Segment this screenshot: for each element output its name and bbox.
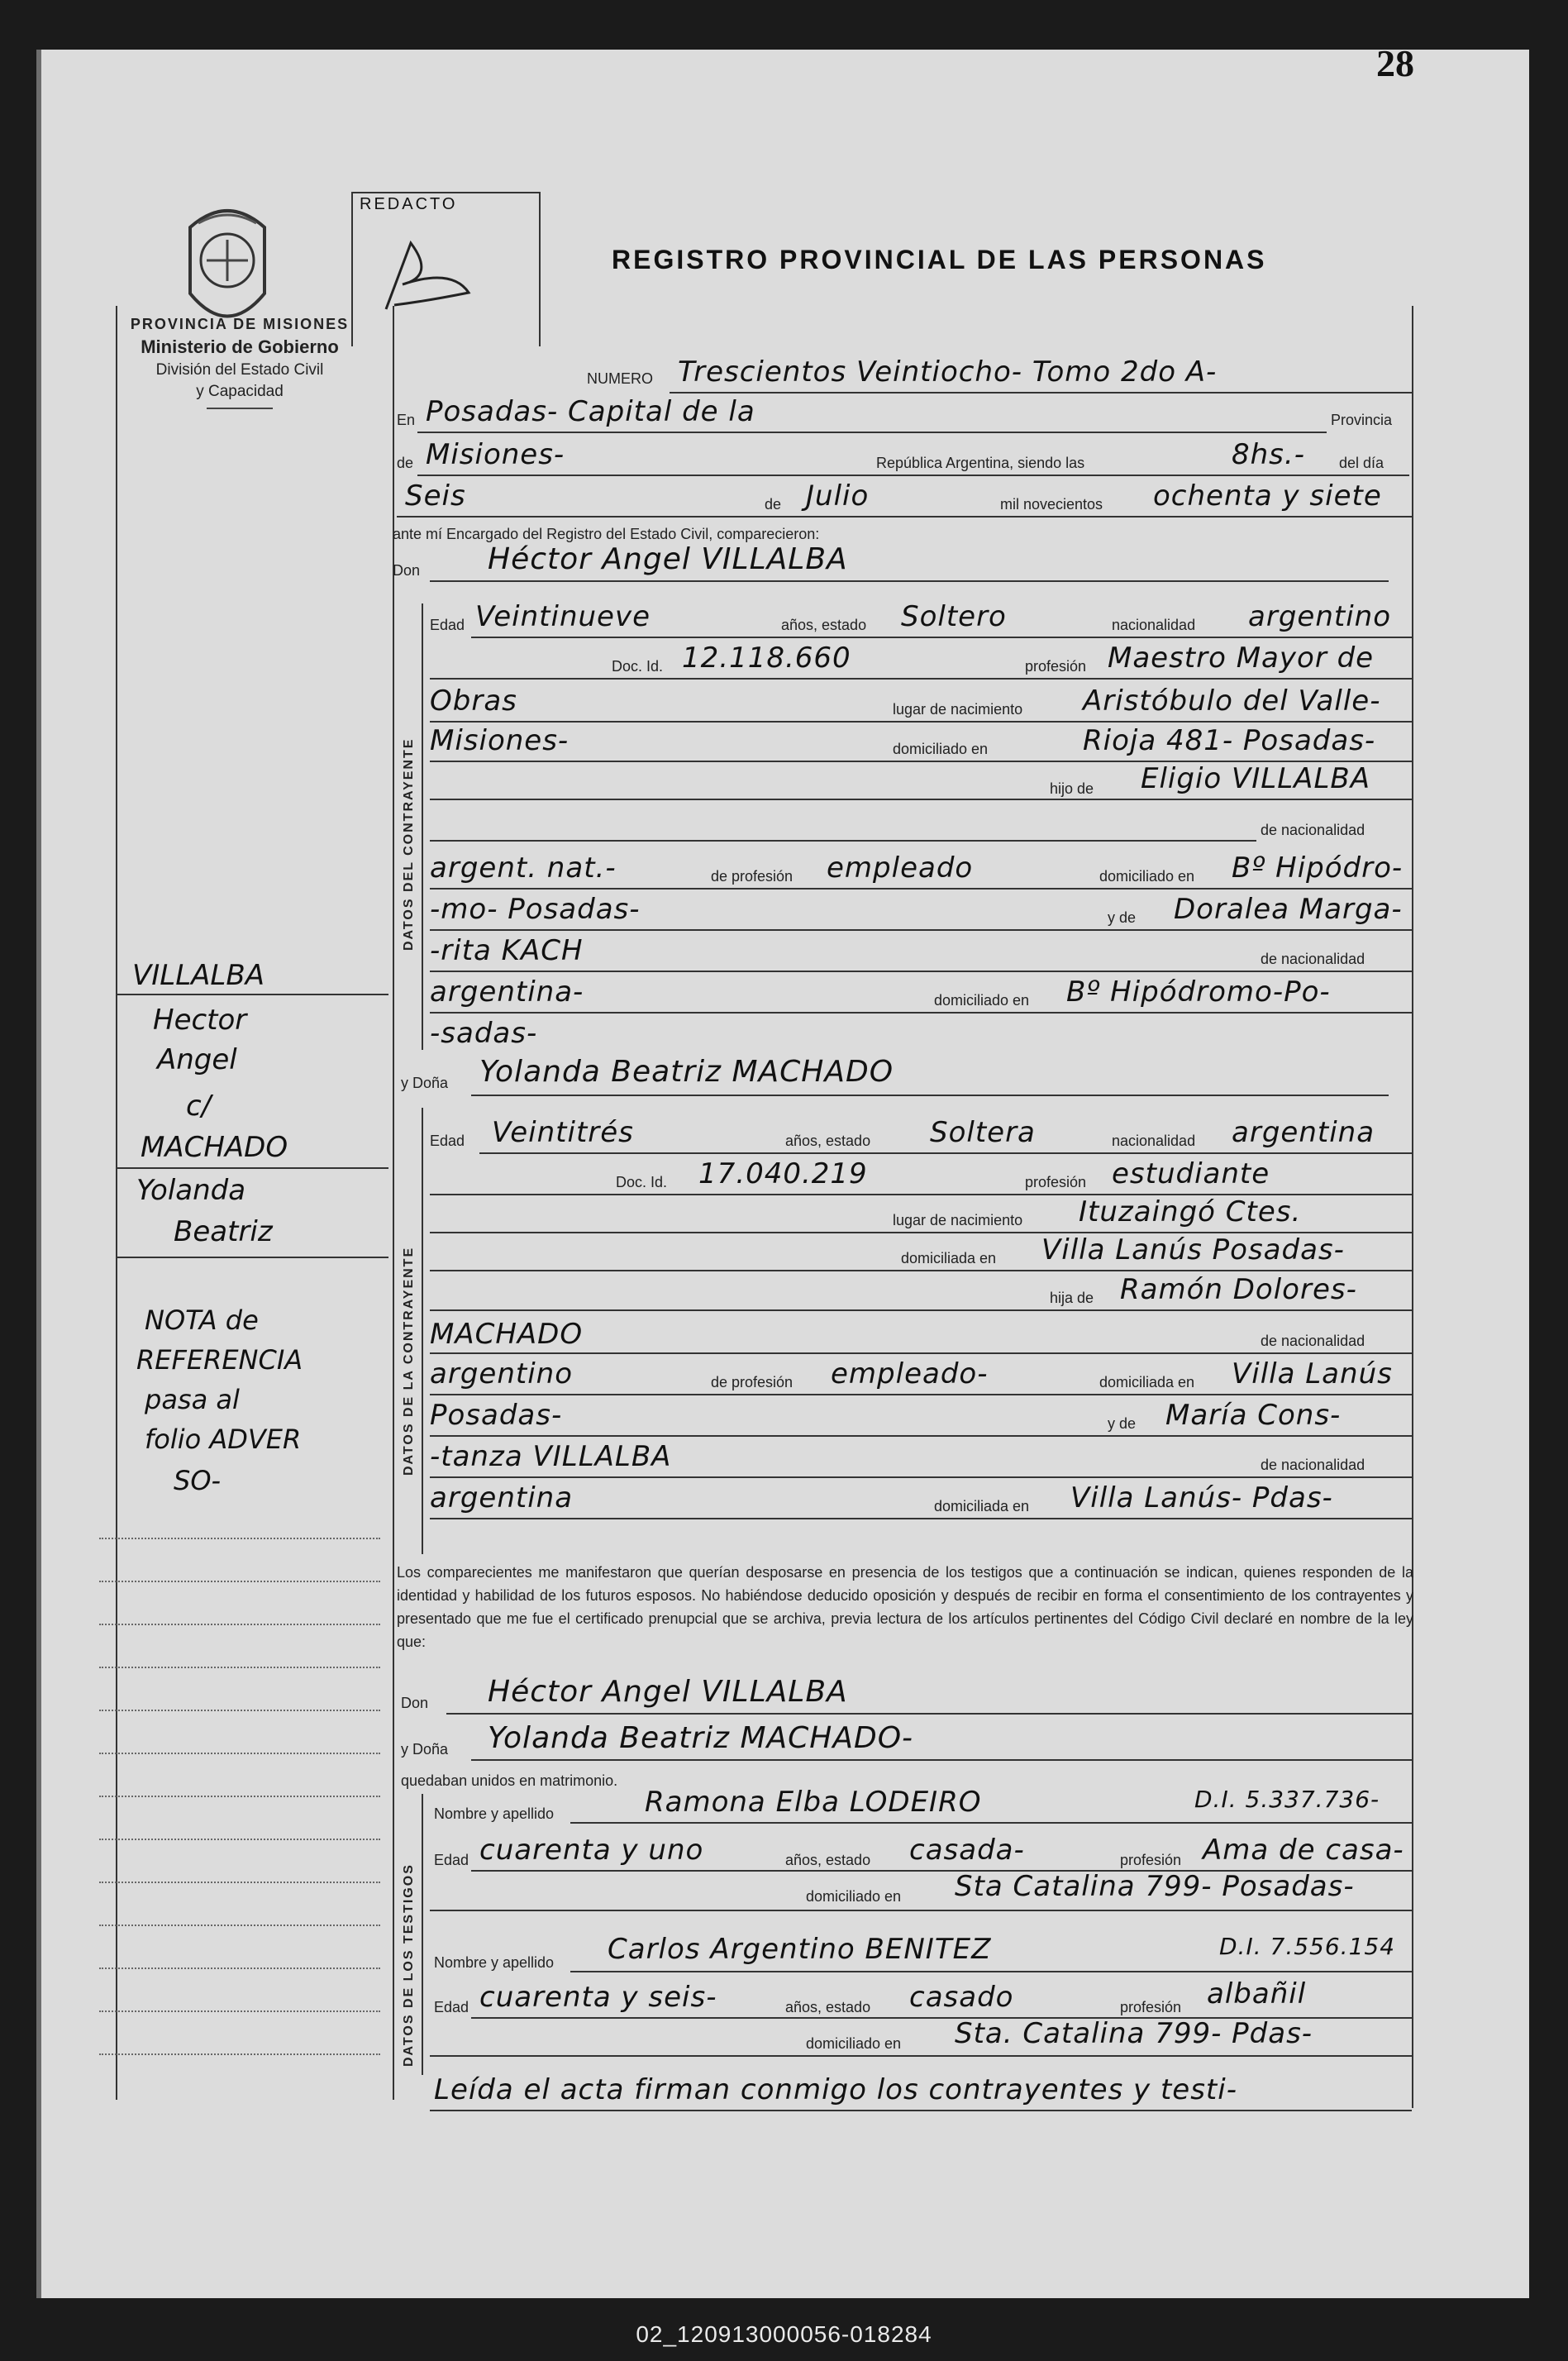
contrayenta-edad: Veintitrés	[492, 1116, 634, 1149]
contrayenta-box-border	[422, 1108, 423, 1554]
profesion-cont: Obras	[430, 684, 517, 718]
y-de-label: y de	[1108, 909, 1137, 926]
padre-profesion-label: de profesión	[711, 868, 794, 885]
hija-label: hija de	[1050, 1290, 1094, 1306]
margin-ruling	[99, 1624, 380, 1625]
en-line	[417, 432, 1327, 433]
anios-label: años, estado	[781, 617, 867, 633]
hijo-label: hijo de	[1050, 780, 1094, 797]
contrayenta-de-nacionalidad-label: de nacionalidad	[1261, 1333, 1365, 1349]
edad-value: Veintinueve	[475, 600, 651, 633]
t1-estado: casada-	[909, 1834, 1025, 1867]
closing-underline	[430, 2110, 1412, 2111]
contrayenta-edad-line	[479, 1152, 1412, 1154]
contrayenta-madre-nac-line	[430, 1476, 1412, 1478]
t2-nombre-line	[570, 1971, 1412, 1972]
dia-value: Seis	[405, 479, 466, 513]
redacto-label: REDACTO	[360, 195, 458, 213]
redacto-stamp	[351, 192, 541, 346]
margin-ruling	[99, 2053, 380, 2055]
t2-domicilio-line	[430, 2055, 1412, 2057]
contrayenta-madre-line	[430, 1435, 1412, 1437]
t1-domicilio-line	[430, 1910, 1412, 1911]
page-number: 28	[1376, 42, 1414, 84]
madre-domicilio-cont: -sadas-	[430, 1017, 538, 1050]
contrayenta-padre-profesion-label: de profesión	[711, 1374, 794, 1390]
nacionalidad-value: argentino	[1248, 600, 1391, 633]
contrayenta-side-label: DATOS DE LA CONTRAYENTE	[402, 1246, 416, 1476]
t2-profesion-label: profesión	[1120, 1999, 1182, 2015]
margin-name-line4: c/	[186, 1090, 212, 1123]
declaration-don: Héctor Angel VILLALBA	[488, 1675, 848, 1709]
contrayenta-y-de-label: y de	[1108, 1415, 1137, 1432]
de-label: de	[397, 455, 414, 471]
closing-line: Leída el acta firman conmigo los contrayentes y testi-	[434, 2073, 1237, 2106]
lugar-label: lugar de nacimiento	[893, 701, 1023, 718]
province-name: PROVINCIA DE MISIONES	[130, 316, 350, 332]
t2-anios-label: años, estado	[785, 1999, 871, 2015]
t2-edad-label: Edad	[434, 1999, 469, 2015]
margin-ruling	[99, 1925, 380, 1926]
padre-profesion: empleado	[827, 851, 974, 885]
doc-line	[430, 678, 1412, 680]
margin-name-line1: VILLALBA	[132, 959, 265, 992]
t1-nombre-line	[570, 1822, 1412, 1824]
ante-text: ante mí Encargado del Registro del Estado Civil, comparecieron:	[393, 526, 820, 542]
divider	[207, 408, 273, 409]
division-line2: y Capacidad	[196, 383, 284, 400]
margin-name-line3: Angel	[157, 1043, 237, 1076]
t2-doc: D.I. 7.556.154	[1219, 1933, 1396, 1960]
contrayenta-madre-domicilio-label: domiciliada en	[934, 1498, 1030, 1514]
contrayenta-doc: 17.040.219	[698, 1157, 868, 1190]
margin-note-line5: SO-	[174, 1465, 222, 1496]
contrayenta-madre-cont: -tanza VILLALBA	[430, 1440, 672, 1473]
del-dia-label: del día	[1339, 455, 1385, 471]
declaration-dona-line	[471, 1759, 1412, 1761]
declaration-dona-label: y Doña	[401, 1741, 449, 1758]
madre-domicilio: Bº Hipódromo-Po-	[1066, 975, 1331, 1009]
t2-estado: casado	[909, 1981, 1014, 2014]
ministry-name: Ministerio de Gobierno	[141, 336, 339, 357]
provincia-label: Provincia	[1331, 412, 1393, 428]
left-margin-border	[116, 306, 117, 2100]
madre-domicilio-label: domiciliado en	[934, 992, 1030, 1009]
t2-domicilio: Sta. Catalina 799- Pdas-	[955, 2017, 1313, 2050]
contrayente-box-border	[422, 603, 423, 1050]
contrayenta-padre-profesion: empleado-	[831, 1357, 989, 1390]
contrayenta-madre-nac-label: de nacionalidad	[1261, 1457, 1365, 1473]
padre-line	[430, 888, 1412, 890]
madre-nacionalidad-label: de nacionalidad	[1261, 951, 1365, 967]
declaration-dona: Yolanda Beatriz MACHADO-	[488, 1721, 914, 1755]
de-nacionalidad-label: de nacionalidad	[1261, 822, 1365, 838]
lugar-value: Aristóbulo del Valle-	[1083, 684, 1381, 718]
t2-edad: cuarenta y seis-	[479, 1981, 717, 2014]
padre-nacionalidad: argent. nat.-	[430, 851, 617, 885]
t2-profesion: albañil	[1207, 1977, 1307, 2010]
nacionalidad-label: nacionalidad	[1112, 617, 1196, 633]
margin-note-line1: NOTA de	[145, 1305, 259, 1336]
t1-edad: cuarenta y uno	[479, 1834, 704, 1867]
t1-domicilio-label: domiciliado en	[806, 1888, 902, 1905]
quedaban-text: quedaban unidos en matrimonio.	[401, 1772, 618, 1789]
republica-label: República Argentina, siendo las	[876, 455, 1085, 471]
dona-label: y Doña	[401, 1075, 449, 1091]
margin-ruling	[99, 1796, 380, 1797]
contrayente-side-label: DATOS DEL CONTRAYENTE	[402, 737, 416, 951]
margin-name-line7: Beatriz	[174, 1215, 273, 1248]
edad-line	[471, 637, 1412, 638]
declaration-don-line	[446, 1713, 1412, 1715]
contrayenta-padre-domicilio-cont: Posadas-	[430, 1399, 563, 1432]
contrayenta-lugar-label: lugar de nacimiento	[893, 1212, 1023, 1228]
contrayenta-madre-domicilio: Villa Lanús- Pdas-	[1070, 1481, 1333, 1514]
en-value: Posadas- Capital de la	[426, 395, 755, 428]
de-value: Misiones-	[426, 438, 565, 471]
contrayenta-padre-nacionalidad: argentino	[430, 1357, 573, 1390]
form-title: REGISTRO PROVINCIAL DE LAS PERSONAS	[612, 245, 1267, 274]
mes-value: Julio	[806, 479, 870, 513]
contrayenta-domicilio: Villa Lanús Posadas-	[1041, 1233, 1345, 1266]
anio-value: ochenta y siete	[1153, 479, 1382, 513]
padre-domicilio-label: domiciliado en	[1099, 868, 1195, 885]
numero-value: Trescientos Veintiocho- Tomo 2do A-	[678, 355, 1218, 389]
margin-divider-mid	[116, 1167, 388, 1169]
issuing-authority	[83, 316, 397, 409]
contrayenta-edad-label: Edad	[430, 1133, 465, 1149]
testigos-box-border	[422, 1794, 423, 2075]
form-right-border	[1412, 306, 1413, 2108]
contrayenta-nacionalidad-label: nacionalidad	[1112, 1133, 1196, 1149]
t1-nombre-label: Nombre y apellido	[434, 1805, 555, 1822]
madre-nac-line	[430, 971, 1412, 972]
contrayenta-madre: María Cons-	[1165, 1399, 1342, 1432]
madre-dom-line	[430, 1012, 1412, 1014]
t1-nombre: Ramona Elba LODEIRO	[645, 1786, 982, 1819]
margin-name-line6: Yolanda	[136, 1174, 246, 1207]
profesion-value: Maestro Mayor de	[1108, 642, 1375, 675]
de-mes-label: de	[765, 496, 782, 513]
testigos-side-label: DATOS DE LOS TESTIGOS	[402, 1863, 416, 2067]
lugar-line	[430, 721, 1412, 723]
margin-ruling	[99, 1667, 380, 1668]
t2-nombre-label: Nombre y apellido	[434, 1954, 555, 1971]
domicilio-label: domiciliado en	[893, 741, 989, 757]
doc-label: Doc. Id.	[612, 658, 664, 675]
margin-name-line5: MACHADO	[141, 1131, 288, 1164]
t1-profesion-label: profesión	[1120, 1852, 1182, 1868]
t2-nombre: Carlos Argentino BENITEZ	[608, 1933, 992, 1966]
doc-value: 12.118.660	[682, 642, 851, 675]
lugar-cont: Misiones-	[430, 724, 570, 757]
profesion-label: profesión	[1025, 658, 1087, 675]
contrayenta-padre-prof-line	[430, 1394, 1412, 1395]
t2-domicilio-label: domiciliado en	[806, 2035, 902, 2052]
margin-divider-top	[116, 994, 388, 995]
margin-ruling	[99, 1839, 380, 1840]
t1-domicilio: Sta Catalina 799- Posadas-	[955, 1870, 1355, 1903]
numero-line	[670, 392, 1413, 394]
padre-domicilio-cont: -mo- Posadas-	[430, 893, 641, 926]
margin-note-line3: pasa al	[145, 1384, 240, 1415]
numero-label: NUMERO	[587, 370, 653, 387]
madre-cont: -rita KACH	[430, 934, 584, 967]
don-value: Héctor Angel VILLALBA	[488, 542, 848, 576]
contrayenta-doc-label: Doc. Id.	[616, 1174, 668, 1190]
margin-ruling	[99, 1581, 380, 1582]
contrayenta-profesion: estudiante	[1112, 1157, 1270, 1190]
margin-ruling	[99, 2010, 380, 2012]
contrayenta-anios-label: años, estado	[785, 1133, 871, 1149]
madre-value: Doralea Marga-	[1174, 893, 1403, 926]
contrayenta-padre-apellido: MACHADO	[430, 1318, 584, 1351]
margin-ruling	[99, 1538, 380, 1539]
t1-doc: D.I. 5.337.736-	[1194, 1786, 1380, 1813]
contrayenta-padre-domicilio-label: domiciliada en	[1099, 1374, 1195, 1390]
hija-value: Ramón Dolores-	[1120, 1273, 1357, 1306]
margin-note-line2: REFERENCIA	[136, 1344, 303, 1376]
don-label: Don	[393, 562, 421, 579]
contrayenta-domicilio-label: domiciliada en	[901, 1250, 997, 1266]
contrayenta-estado: Soltera	[930, 1116, 1036, 1149]
hija-line	[430, 1309, 1412, 1311]
division-line1: División del Estado Civil	[155, 361, 324, 379]
contrayenta-padre-line	[430, 1352, 1412, 1354]
declaration-don-label: Don	[401, 1695, 429, 1711]
en-label: En	[397, 412, 416, 428]
contrayenta-padre-domicilio: Villa Lanús	[1232, 1357, 1393, 1390]
contrayenta-profesion-label: profesión	[1025, 1174, 1087, 1190]
hijo-value: Eligio VILLALBA	[1141, 762, 1370, 795]
t1-edad-label: Edad	[434, 1852, 469, 1868]
madre-line	[430, 929, 1412, 931]
margin-ruling	[99, 1710, 380, 1711]
scan-identifier: 02_120913000056-018284	[636, 2321, 932, 2347]
margin-ruling	[99, 1967, 380, 1969]
contrayenta-madre-nacionalidad: argentina	[430, 1481, 574, 1514]
margin-name-line2: Hector	[153, 1004, 247, 1037]
edad-label: Edad	[430, 617, 465, 633]
padre-domicilio: Bº Hipódro-	[1232, 851, 1404, 885]
contrayenta-nacionalidad: argentina	[1232, 1116, 1375, 1149]
t1-anios-label: años, estado	[785, 1852, 871, 1868]
fecha-line	[397, 516, 1412, 518]
margin-ruling	[99, 1882, 380, 1883]
statement-paragraph: Los comparecientes me manifestaron que querían desposarse en presencia de los testigos que a continuación se indican, quienes responden de la identidad y habilidad de los futuros esposos. No habiéndose deducido oposición y después de recibir en forma el consentimiento de los contrayentes y presentado que me fue el certificado prenupcial que se archiva, previa lectura de los artículos pertinentes del Código Civil declaré en nombre de la ley que:	[397, 1564, 1413, 1650]
contrayenta-domicilio-line	[430, 1270, 1412, 1271]
hora-value: 8hs.-	[1232, 438, 1305, 471]
domicilio-value: Rioja 481- Posadas-	[1083, 724, 1376, 757]
blank-line	[430, 840, 1256, 842]
margin-ruling	[99, 1753, 380, 1754]
madre-nacionalidad: argentina-	[430, 975, 584, 1009]
don-line	[430, 580, 1389, 582]
margin-divider-bottom	[116, 1257, 388, 1258]
mil-label: mil novecientos	[1000, 496, 1103, 513]
contrayenta-madre-dom-line	[430, 1518, 1412, 1519]
hijo-line	[430, 799, 1412, 800]
dona-line	[471, 1095, 1389, 1096]
t1-profesion: Ama de casa-	[1203, 1834, 1404, 1867]
dona-value: Yolanda Beatriz MACHADO	[479, 1055, 894, 1089]
margin-note-line4: folio ADVER	[145, 1424, 302, 1455]
de-line	[417, 475, 1409, 476]
estado-value: Soltero	[901, 600, 1007, 633]
contrayenta-lugar: Ituzaingó Ctes.	[1079, 1195, 1302, 1228]
